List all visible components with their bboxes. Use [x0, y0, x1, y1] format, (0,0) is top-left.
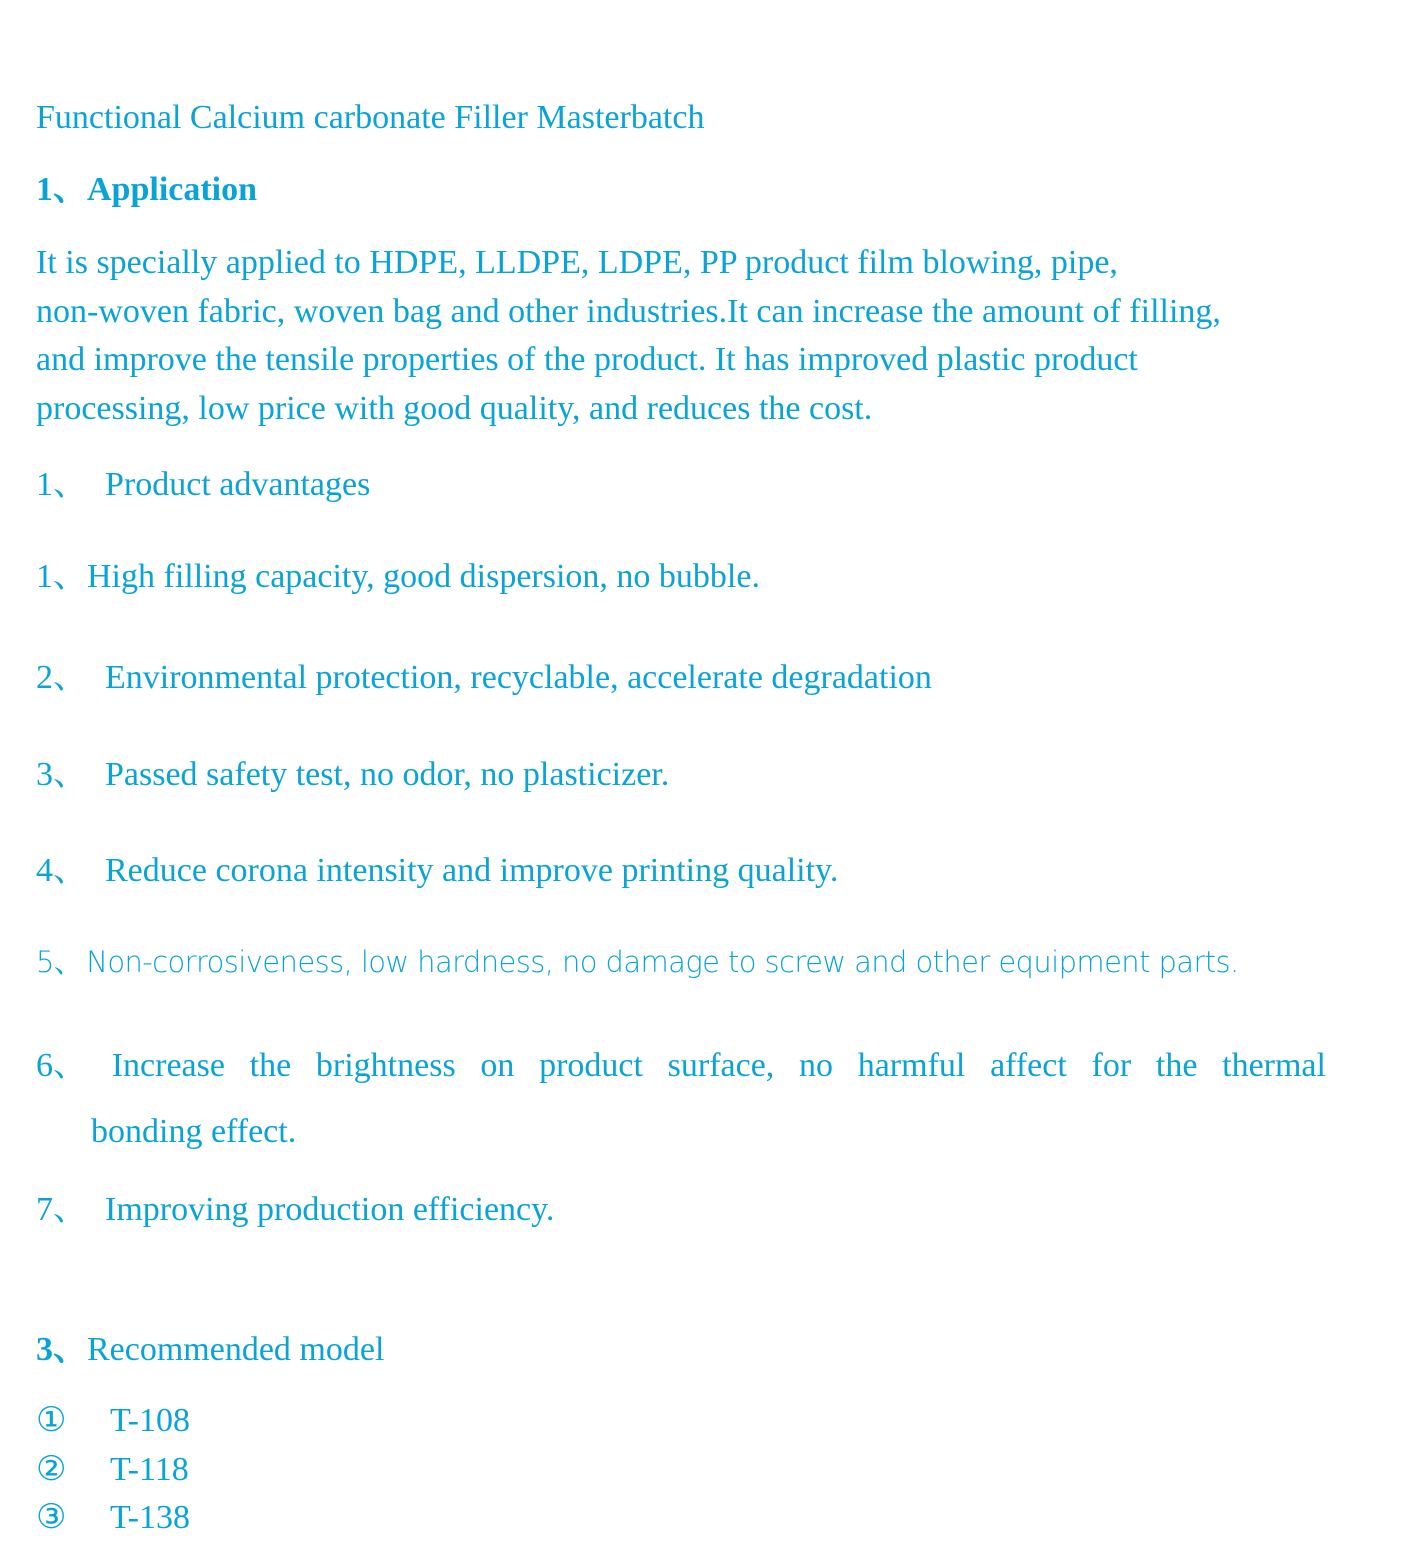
item-marker: ③: [36, 1499, 67, 1536]
section-number: 1、: [36, 171, 87, 208]
model-name: T-108: [110, 1402, 190, 1439]
item-text: Environmental protection, recyclable, accelerate degradation: [105, 659, 932, 696]
item-word: for: [1091, 1047, 1132, 1084]
item-word: no: [799, 1047, 834, 1084]
model-name: T-118: [110, 1451, 189, 1488]
document-title: Functional Calcium carbonate Filler Masterbatch: [36, 99, 705, 136]
item-number: 2、: [36, 659, 87, 696]
model-item-2: [36, 1446, 189, 1494]
section-title: Product advantages: [105, 466, 371, 503]
section-title: Recommended model: [87, 1331, 385, 1368]
item-word: harmful: [857, 1047, 966, 1084]
item-word: the: [1155, 1047, 1198, 1084]
item-word: Increase: [111, 1047, 225, 1084]
item-word: product: [539, 1047, 643, 1084]
item-word: surface,: [667, 1047, 775, 1084]
model-item-3: [36, 1494, 190, 1542]
section-title: Application: [87, 171, 258, 208]
advantage-item-1: [36, 553, 760, 601]
advantage-item-3: [36, 751, 669, 799]
model-name: T-138: [110, 1499, 190, 1536]
item-word: the: [249, 1047, 292, 1084]
item-word: brightness: [315, 1047, 456, 1084]
item-number: 4、: [36, 852, 87, 889]
paragraph-line: and improve the tensile properties of the product. It has improved plastic product: [36, 341, 1138, 378]
advantage-item-4: [36, 847, 838, 895]
item-number: 7、: [36, 1191, 87, 1228]
item-text: Improving production efficiency.: [105, 1191, 555, 1228]
item-word: affect: [990, 1047, 1067, 1084]
item-number: 6、: [36, 1047, 87, 1084]
paragraph-line: non-woven fabric, woven bag and other industries.It can increase the amount of filling,: [36, 292, 1221, 330]
section-advantages-heading: [36, 461, 370, 509]
item-text: High filling capacity, good dispersion, no bubble.: [87, 558, 760, 595]
advantage-item-2: [36, 654, 932, 702]
advantage-item-6-continuation: bonding effect.: [91, 1113, 297, 1150]
item-number: 3、: [36, 756, 87, 793]
advantage-item-7: [36, 1186, 554, 1234]
advantage-item-6: [36, 1042, 1326, 1090]
advantage-item-5: [36, 938, 1239, 986]
item-word: thermal: [1222, 1047, 1326, 1084]
item-word: on: [480, 1047, 515, 1084]
section-application-heading: [36, 166, 257, 214]
item-number: 5、: [36, 945, 83, 979]
model-item-1: [36, 1397, 190, 1445]
item-marker: ②: [36, 1451, 67, 1488]
item-text: Reduce corona intensity and improve printing quality.: [105, 852, 839, 889]
paragraph-line: It is specially applied to HDPE, LLDPE, LDPE, PP product film blowing, pipe,: [36, 244, 1118, 281]
section-number: 1、: [36, 466, 87, 503]
item-number: 1、: [36, 558, 87, 595]
item-text: Non-corrosiveness, low hardness, no damage to screw and other equipment parts.: [86, 945, 1239, 979]
item-marker: ①: [36, 1402, 67, 1439]
paragraph-line: processing, low price with good quality, and reduces the cost.: [36, 389, 873, 427]
application-paragraph: [36, 239, 1346, 433]
section-number: 3、: [36, 1331, 87, 1368]
section-model-heading: [36, 1326, 384, 1374]
item-text: Passed safety test, no odor, no plasticizer.: [105, 756, 670, 793]
